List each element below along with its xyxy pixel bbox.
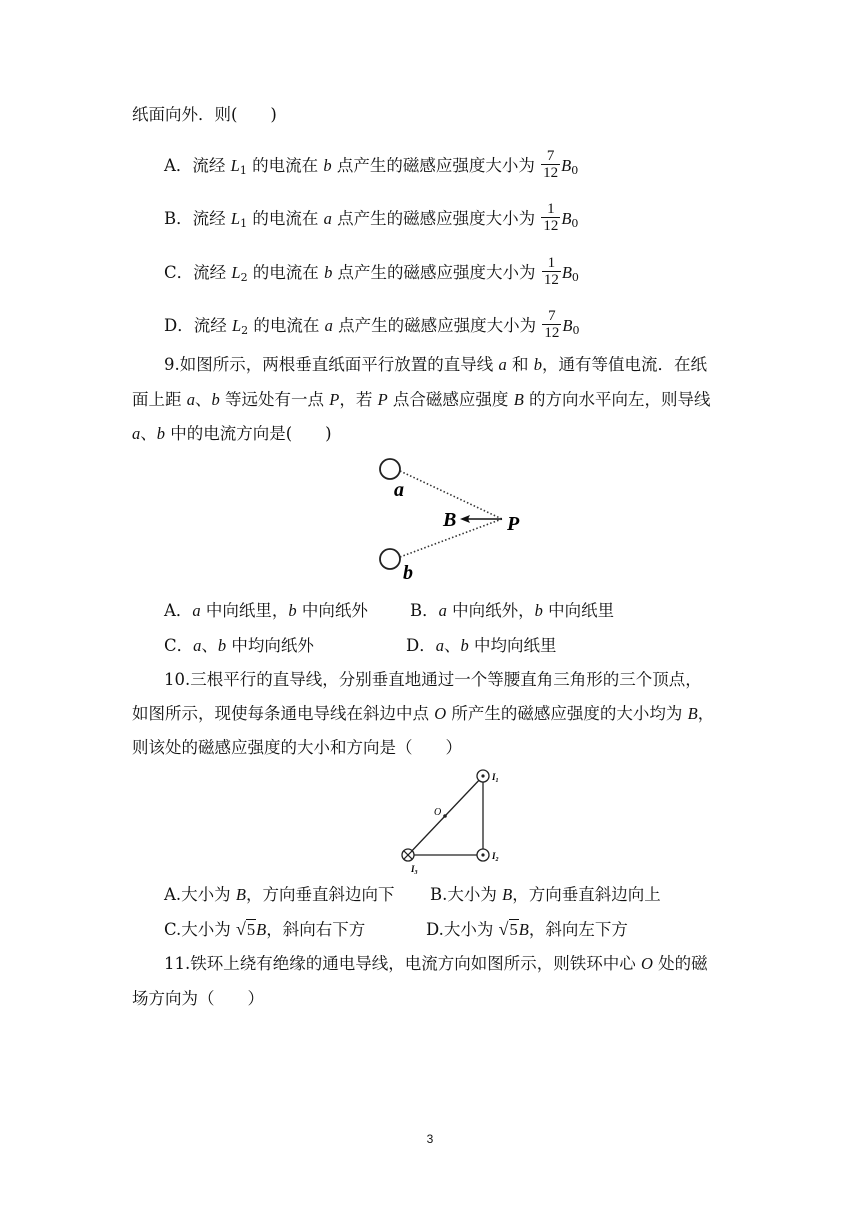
fraction: $\frac{7}{12}$ xyxy=(543,148,559,181)
q10-stem-line-3: 则该处的磁感应强度的大小和方向是（ ） xyxy=(132,738,462,757)
q8-option-a: A．流经 $L_1$ 的电流在 b 点产生的磁感应强度大小为 $\frac{7}{12}$ $B_0$ xyxy=(164,148,579,181)
q9-stem-line-2: 面上距 a、b 等远处有一点 P，若 P 点合磁感应强度 B 的方向水平向左，则导线 xyxy=(132,390,711,409)
sqrt-symbol: √5 xyxy=(498,919,518,939)
wire-b-circle xyxy=(380,549,400,569)
fraction: $\frac{1}{12}$ xyxy=(543,255,559,288)
label-a: a xyxy=(394,479,404,501)
q8-option-c: C．流经 $L_2$ 的电流在 b 点产生的磁感应强度大小为 $\frac{1}{12}$ $B_0$ xyxy=(164,255,579,288)
q10-stem-line-1: 10.三根平行的直导线，分别垂直地通过一个等腰直角三角形的三个顶点， xyxy=(164,670,702,689)
q9-stem-line-3: a、b 中的电流方向是( ) xyxy=(132,424,332,443)
label-i3: $I_3$ xyxy=(411,864,418,876)
q9-option-a: A．a 中向纸里，b 中向纸外 xyxy=(164,601,368,620)
q9-option-b: B．a 中向纸外，b 中向纸里 xyxy=(410,601,615,620)
fraction: $\frac{1}{12}$ xyxy=(543,201,559,234)
q11-stem-line-1: 11.铁环上绕有绝缘的通电导线，电流方向如图所示，则铁环中心 O 处的磁 xyxy=(164,954,708,973)
q8-tail-text: 纸面向外．则( ) xyxy=(132,105,277,124)
fraction: $\frac{7}{12}$ xyxy=(544,308,560,341)
q10-stem-line-2: 如图所示，现使每条通电导线在斜边中点 O 所产生的磁感应强度的大小均为 B， xyxy=(132,704,715,723)
q9-wire-diagram xyxy=(370,454,540,584)
q10-option-c: C.大小为 √5B，斜向右下方 xyxy=(164,919,366,939)
q11-stem-line-2: 场方向为（ ） xyxy=(132,989,264,1008)
label-o: O xyxy=(434,807,442,818)
page-number: 3 xyxy=(426,1132,434,1146)
midpoint-o-dot xyxy=(443,814,447,818)
label-b: b xyxy=(403,562,413,584)
q8-option-d: D．流经 $L_2$ 的电流在 a 点产生的磁感应强度大小为 $\frac{7}{12}$ $B_0$ xyxy=(164,308,580,341)
label-i2: $I_2$ xyxy=(492,851,499,863)
label-B: B xyxy=(443,509,457,531)
q10-option-d: D.大小为 √5B，斜向左下方 xyxy=(426,919,628,939)
label-P: P xyxy=(507,513,520,535)
wire-a-circle xyxy=(380,459,400,479)
sqrt-symbol: √5 xyxy=(236,919,256,939)
label-i1: $I_1$ xyxy=(492,772,499,784)
q9-option-c: C．a、b 中均向纸外 xyxy=(164,636,314,655)
q8-option-b: B．流经 $L_1$ 的电流在 a 点产生的磁感应强度大小为 $\frac{1}{12}$ $B_0$ xyxy=(164,201,579,234)
q10-triangle-diagram xyxy=(395,766,510,876)
q9-stem-line-1: 9.如图所示，两根垂直纸面平行放置的直导线 a 和 b，通有等值电流．在纸 xyxy=(164,355,707,374)
q10-option-a: A.大小为 B，方向垂直斜边向下 xyxy=(164,885,395,904)
q10-option-b: B.大小为 B，方向垂直斜边向上 xyxy=(430,885,661,904)
q9-option-d: D．a、b 中均向纸里 xyxy=(406,636,557,655)
